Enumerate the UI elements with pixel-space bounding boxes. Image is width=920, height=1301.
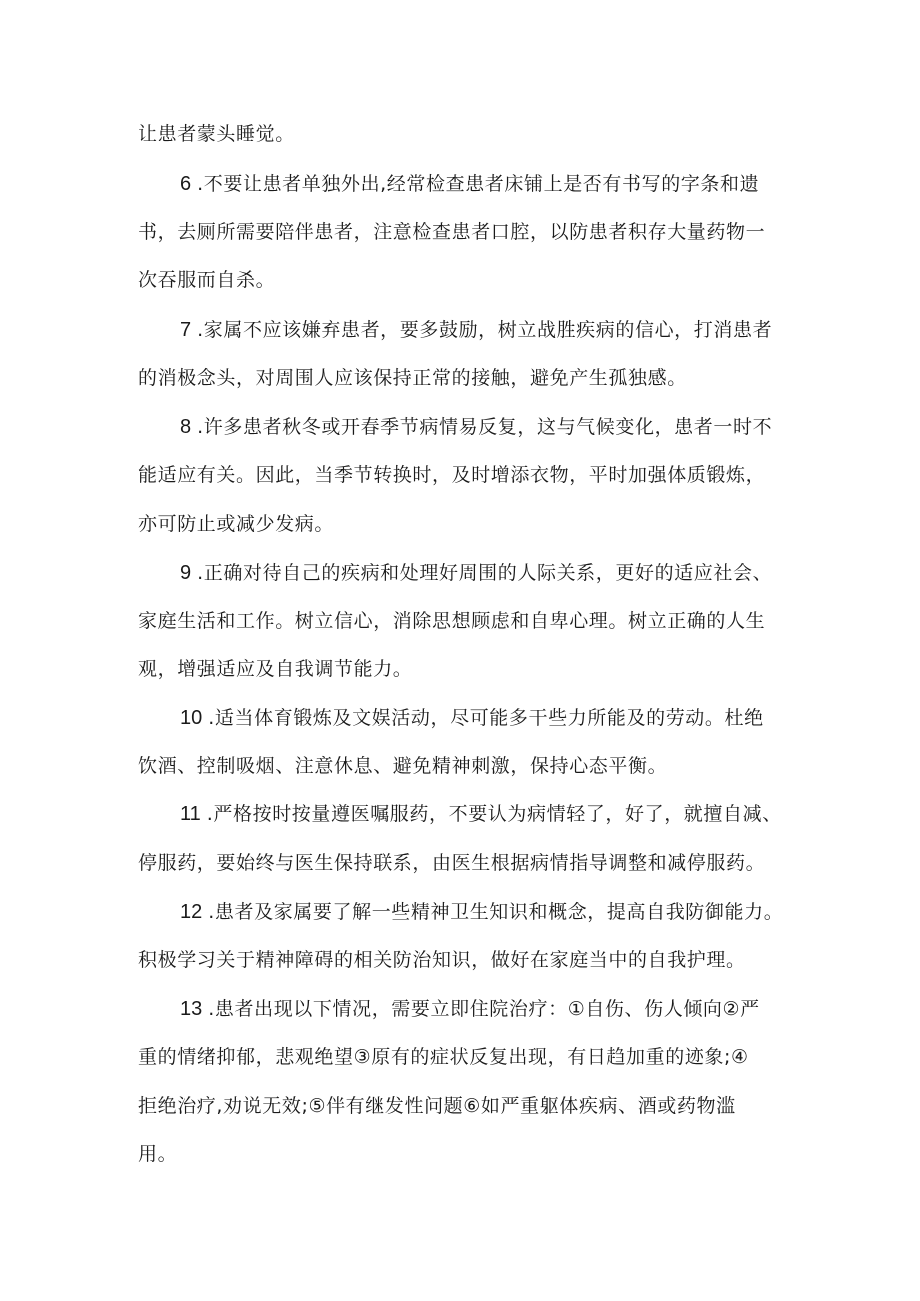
line-text: .家属不应该嫌弃患者，要多鼓励，树立战胜疾病的信心，打消患者 — [197, 319, 773, 341]
line-text: 家庭生活和工作。树立信心，消除思想顾虑和自卑心理。树立正确的人生 — [138, 610, 766, 632]
line-text: 亦可防止或减少发病。 — [138, 513, 335, 535]
line-text: .许多患者秋冬或开春季节病情易反复，这与气候变化，患者一时不 — [197, 416, 773, 438]
text-line — [138, 754, 667, 778]
line-text: 让患者蒙头睡觉。 — [138, 123, 295, 145]
line-text: .严格按时按量遵医嘱服药，不要认为病情轻了，好了，就擅自减、 — [206, 803, 782, 825]
text-line — [138, 463, 765, 487]
list-item-13 — [180, 997, 760, 1021]
text-line — [138, 657, 412, 681]
line-text: 饮酒、控制吸烟、注意休息、避免精神刺激，保持心态平衡。 — [138, 755, 668, 777]
list-item-6 — [180, 172, 759, 196]
text-line — [138, 948, 746, 972]
line-text: 积极学习关于精神障碍的相关防治知识，做好在家庭当中的自我护理。 — [138, 949, 746, 971]
item-number: 11 — [180, 803, 201, 825]
line-text: 用。 — [138, 1143, 178, 1165]
text-line — [138, 851, 765, 875]
text-line — [138, 1142, 177, 1166]
line-text: 次吞服而自杀。 — [138, 269, 276, 291]
item-number: 10 — [180, 707, 203, 729]
line-text: .正确对待自己的疾病和处理好周围的人际关系，更好的适应社会、 — [197, 562, 773, 584]
line-text: .患者及家属要了解一些精神卫生知识和概念，提高自我防御能力。 — [208, 901, 784, 923]
text-line — [138, 122, 295, 146]
item-number: 9 — [180, 562, 192, 584]
line-text: .患者出现以下情况，需要立即住院治疗：①自伤、伤人倾向②严 — [208, 998, 760, 1020]
line-text: 书，去厕所需要陪伴患者，注意检查患者口腔，以防患者积存大量药物一 — [138, 221, 766, 243]
line-text: 重的情绪抑郁，悲观绝望③原有的症状反复出现，有日趋加重的迹象;④ — [138, 1046, 749, 1068]
item-number: 13 — [180, 998, 203, 1020]
line-text: .不要让患者单独外出,经常检查患者床铺上是否有书写的字条和遗 — [197, 173, 760, 195]
item-number: 12 — [180, 901, 203, 923]
text-line — [138, 1094, 736, 1118]
item-number: 8 — [180, 416, 192, 438]
line-text: 的消极念头，对周围人应该保持正常的接触，避免产生孤独感。 — [138, 367, 687, 389]
item-number: 6 — [180, 173, 192, 195]
list-item-11 — [180, 802, 782, 826]
list-item-9 — [180, 561, 772, 585]
list-item-8 — [180, 415, 772, 439]
list-item-12 — [180, 900, 783, 924]
list-item-10 — [180, 706, 764, 730]
line-text: 拒绝治疗,劝说无效;⑤伴有继发性问题⑥如严重躯体疾病、酒或药物滥 — [138, 1095, 736, 1117]
text-line — [138, 268, 275, 292]
line-text: 观，增强适应及自我调节能力。 — [138, 658, 413, 680]
line-text: 能适应有关。因此，当季节转换时，及时增添衣物，平时加强体质锻炼， — [138, 464, 766, 486]
list-item-7 — [180, 318, 772, 342]
text-line — [138, 609, 765, 633]
text-line — [138, 220, 765, 244]
item-number: 7 — [180, 319, 192, 341]
text-line — [138, 512, 334, 536]
text-line — [138, 1045, 749, 1069]
line-text: 停服药，要始终与医生保持联系，由医生根据病情指导调整和减停服药。 — [138, 852, 766, 874]
line-text: .适当体育锻炼及文娱活动，尽可能多干些力所能及的劳动。杜绝 — [208, 707, 764, 729]
text-line — [138, 366, 687, 390]
